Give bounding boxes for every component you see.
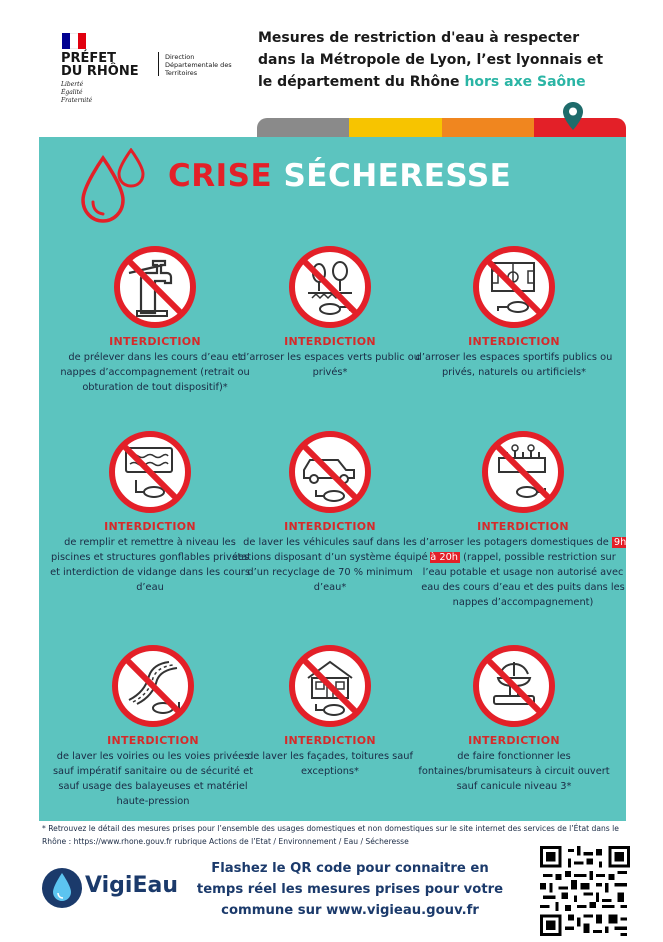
footnote: * Retrouvez le détail des mesures prises pour l’ensemble des usages domestiques et non domestiques sur le site internet des services de l’État dans le Rhône : https://www.rhone.gouv.fr rubrique Actions de l’Etat / Environnement / Eau / Sécheresse bbox=[42, 824, 619, 846]
measure-vegetable-gardens bbox=[418, 428, 628, 610]
crisis-title bbox=[168, 158, 511, 194]
marianne-flag-logo bbox=[62, 33, 86, 49]
water-pump-icon bbox=[111, 243, 199, 331]
vigieau-brand: VigiEau bbox=[85, 873, 179, 898]
measure-heading: INTERDICTION bbox=[104, 520, 196, 533]
measure-heading: INTERDICTION bbox=[284, 335, 376, 348]
drought-word: SÉCHERESSE bbox=[283, 158, 512, 194]
measure-water-withdrawal bbox=[55, 243, 255, 395]
motto-liberte: Liberté bbox=[61, 81, 84, 88]
measure-description: de laver les véhicules sauf dans les stations disposant d’un système équipé d’un recyclage de 70 % minimum d’eau* bbox=[232, 537, 428, 593]
measure-heading: INTERDICTION bbox=[477, 520, 569, 533]
sports-field-icon bbox=[470, 243, 558, 331]
vegetable-garden-icon bbox=[479, 428, 567, 516]
measure-description-part: (rappel, possible restriction sur l’eau potable et usage non autorisé avec eau des cours d’eau et des puits dans les nappes d’accompagnement) bbox=[421, 552, 625, 608]
title-line-3-text: le département du Rhône bbox=[258, 74, 465, 90]
logo-divider bbox=[158, 52, 159, 76]
fountain-icon bbox=[470, 642, 558, 730]
page-title bbox=[258, 27, 648, 93]
measure-road-cleaning bbox=[48, 642, 258, 809]
alert-level-band-2 bbox=[349, 118, 441, 138]
measure-facade-cleaning bbox=[230, 642, 430, 779]
car-wash-icon bbox=[286, 428, 374, 516]
measure-green-spaces bbox=[230, 243, 430, 380]
measure-heading: INTERDICTION bbox=[109, 335, 201, 348]
measure-description: d’arroser les espaces verts public ou privés* bbox=[240, 352, 420, 378]
road-cleaning-icon bbox=[109, 642, 197, 730]
alert-level-band-1 bbox=[257, 118, 349, 138]
measure-description: de prélever dans les cours d’eau et nappes d’accompagnement (retrait ou obturation de tout dispositif)* bbox=[60, 352, 250, 393]
water-drops-icon bbox=[75, 148, 150, 228]
level-marker-pin-icon bbox=[563, 102, 583, 130]
measure-heading: INTERDICTION bbox=[107, 734, 199, 747]
measure-description-part: d’arroser les potagers domestiques de bbox=[419, 537, 612, 548]
measure-description: d’arroser les espaces sportifs publics ou privés, naturels ou artificiels* bbox=[415, 352, 613, 378]
motto-fraternite: Fraternité bbox=[61, 97, 93, 104]
time-window-highlight: 9h à 20h bbox=[430, 537, 627, 563]
measure-description: de remplir et remettre à niveau les piscines et structures gonflables privées et interdiction de vidange dans les cours d’eau bbox=[50, 537, 250, 593]
measure-description: de faire fonctionner les fontaines/brumisateurs à circuit ouvert sauf canicule niveau 3* bbox=[418, 751, 610, 792]
facade-cleaning-icon bbox=[286, 642, 374, 730]
pool-icon bbox=[106, 428, 194, 516]
title-line-2: dans la Métropole de Lyon, l’est lyonnais et bbox=[258, 52, 604, 68]
alert-level-band-3 bbox=[442, 118, 534, 138]
qr-instructions: Flashez le QR code pour connaitre en temps réel les mesures prises pour votre commune sur www.vigieau.gouv.fr bbox=[196, 861, 504, 918]
measure-description: de laver les voiries ou les voies privées sauf impératif sanitaire ou de sécurité et sauf usage des balayeuses et matériel haute-pression bbox=[52, 751, 254, 807]
title-line-3 bbox=[258, 71, 648, 93]
green-space-watering-icon bbox=[286, 243, 374, 331]
measure-vehicle-washing bbox=[230, 428, 430, 595]
republic-motto bbox=[61, 81, 121, 105]
measure-heading: INTERDICTION bbox=[284, 734, 376, 747]
measure-description: de laver les façades, toitures sauf exceptions* bbox=[247, 751, 413, 777]
qr-code-icon[interactable] bbox=[540, 846, 630, 936]
measure-sports-fields bbox=[414, 243, 614, 380]
measure-heading: INTERDICTION bbox=[284, 520, 376, 533]
measure-fountains bbox=[414, 642, 614, 794]
crisis-word: CRISE bbox=[168, 158, 273, 194]
prefet-label: PRÉFET DU RHÔNE bbox=[61, 51, 139, 79]
measure-pools bbox=[50, 428, 250, 595]
title-line-1: Mesures de restriction d'eau à respecter bbox=[258, 30, 580, 46]
measure-heading: INTERDICTION bbox=[468, 335, 560, 348]
title-area-highlight: hors axe Saône bbox=[464, 74, 586, 90]
motto-egalite: Égalité bbox=[61, 89, 83, 96]
measure-description bbox=[418, 535, 628, 610]
direction-label: Direction Départementale des Territoires bbox=[165, 53, 232, 77]
measure-heading: INTERDICTION bbox=[468, 734, 560, 747]
